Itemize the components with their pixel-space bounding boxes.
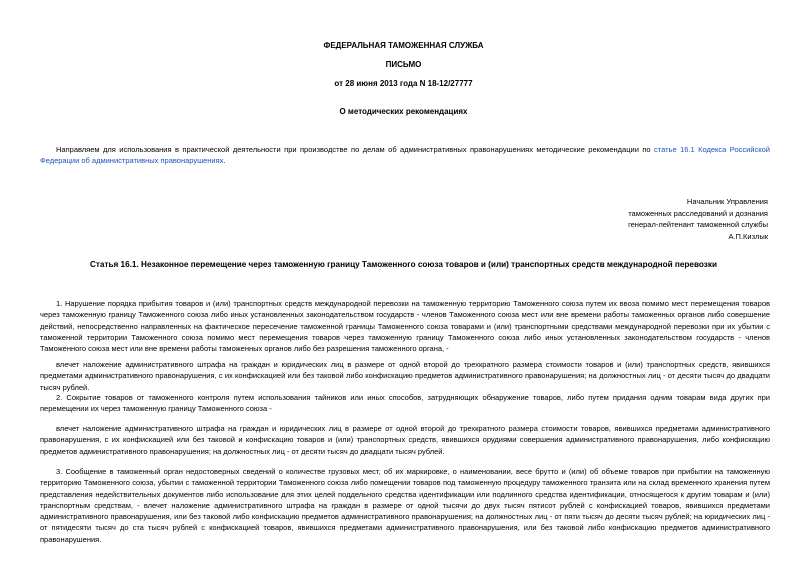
intro-text-after: . xyxy=(223,156,226,165)
signature-block xyxy=(628,196,768,242)
article-paragraph-1-sanction: влечет наложение административного штрафа на граждан и юридических лиц в размере от одной второй до трехкратного размера стоимости товаров и (или) транспортных средств, явившихся предметами административного правонарушения, с их конфискацией или без таковой либо конфискацию предметов административного правонарушения; на должностных лиц - от десяти тысяч до двадцати тысяч рублей. xyxy=(40,360,770,392)
article-paragraph-2: 2. Сокрытие товаров от таможенного контроля путем использования тайников или иных способов, затрудняющих обнаружение товаров, либо путем придания одним товарам вида других при перемещении их через таможенную границу Таможенного союза - xyxy=(40,393,770,414)
intro-text-before: Направляем для использования в практической деятельности при производстве по делам об административных правонарушениях методические рекомендации по xyxy=(56,145,655,154)
document-date-number: от 28 июня 2013 года N 18-12/27777 xyxy=(334,79,473,88)
signature-position: Начальник Управления xyxy=(686,197,768,206)
law-article-link[interactable]: статье 16.1 Кодекса Российской Федерации об административных правонарушениях xyxy=(40,145,770,165)
document-type: ПИСЬМО xyxy=(385,60,422,69)
signature-department: таможенных расследований и дознания xyxy=(628,208,768,218)
agency-name: ФЕДЕРАЛЬНАЯ ТАМОЖЕННАЯ СЛУЖБА xyxy=(323,41,484,50)
article-paragraph-1: 1. Нарушение порядка прибытия товаров и (или) транспортных средств международной перевозки на таможенную территорию Таможенного союза путем их ввоза помимо мест перемещения товаров через таможенную границу Таможенного союза либо иных установленных законодательством государств - членов Таможенного союза мест или вне времени работы таможенных органов либо совершение действий, непосредственно направленных на фактическое пересечение таможенной границы Таможенного союза товарами и (или) транспортными средствами международной перевозки при их убытии с таможенной территории Таможенного союза помимо мест перемещения товаров через таможенную границу Таможенного союза либо иных установленных законодательством государств - членов Таможенного союза мест или вне времени работы таможенных органов либо без разрешения таможенного органа, - xyxy=(40,299,770,354)
signature-rank: генерал-лейтенант таможенной службы xyxy=(628,220,768,229)
signature-name: А.П.Кизлык xyxy=(728,231,768,241)
article-paragraph-2-sanction: влечет наложение административного штрафа на граждан и юридических лиц в размере от одной второй до трехкратного размера стоимости товаров, явившихся предметами административного правонарушения, с их конфискацией или без таковой и конфискацию товаров и (или) транспортных средств, явившихся орудиями совершения административного правонарушения, либо конфискацию предметов административного правонарушения; на должностных лиц - от десяти тысяч до двадцати тысяч рублей. xyxy=(40,424,770,456)
article-heading: Статья 16.1. Незаконное перемещение через таможенную границу Таможенного союза товаров и (или) транспортных средств международной перевозки xyxy=(89,260,718,269)
intro-paragraph xyxy=(40,144,770,166)
article-paragraph-3: 3. Сообщение в таможенный орган недостоверных сведений о количестве грузовых мест, об их маркировке, о наименовании, весе брутто и (или) об объеме товаров при прибытии на таможенную территорию Таможенного союза, убытии с таможенной территории Таможенного союза либо помещении товаров под таможенную процедуру таможенного транзита или на склад временного хранения путем представления недействительных документов либо использование для этих целей поддельного средства идентификации или подлинного средства идентификации, относящегося к другим товарам и (или) транспортным средствам, - влечет наложение административного штрафа на граждан в размере от одной тысячи до двух тысяч пятисот рублей с конфискацией товаров, явившихся предметами административного правонарушения, или без таковой либо конфискацию предметов административного правонарушения; на должностных лиц - от пяти тысяч до десяти тысяч рублей; на юридических лиц - от пятидесяти тысяч до ста тысяч рублей с конфискацией товаров, явившихся предметами административного правонарушения, или без таковой либо конфискацию предметов административного правонарушения. xyxy=(40,467,770,544)
document-title: О методических рекомендациях xyxy=(339,107,468,116)
